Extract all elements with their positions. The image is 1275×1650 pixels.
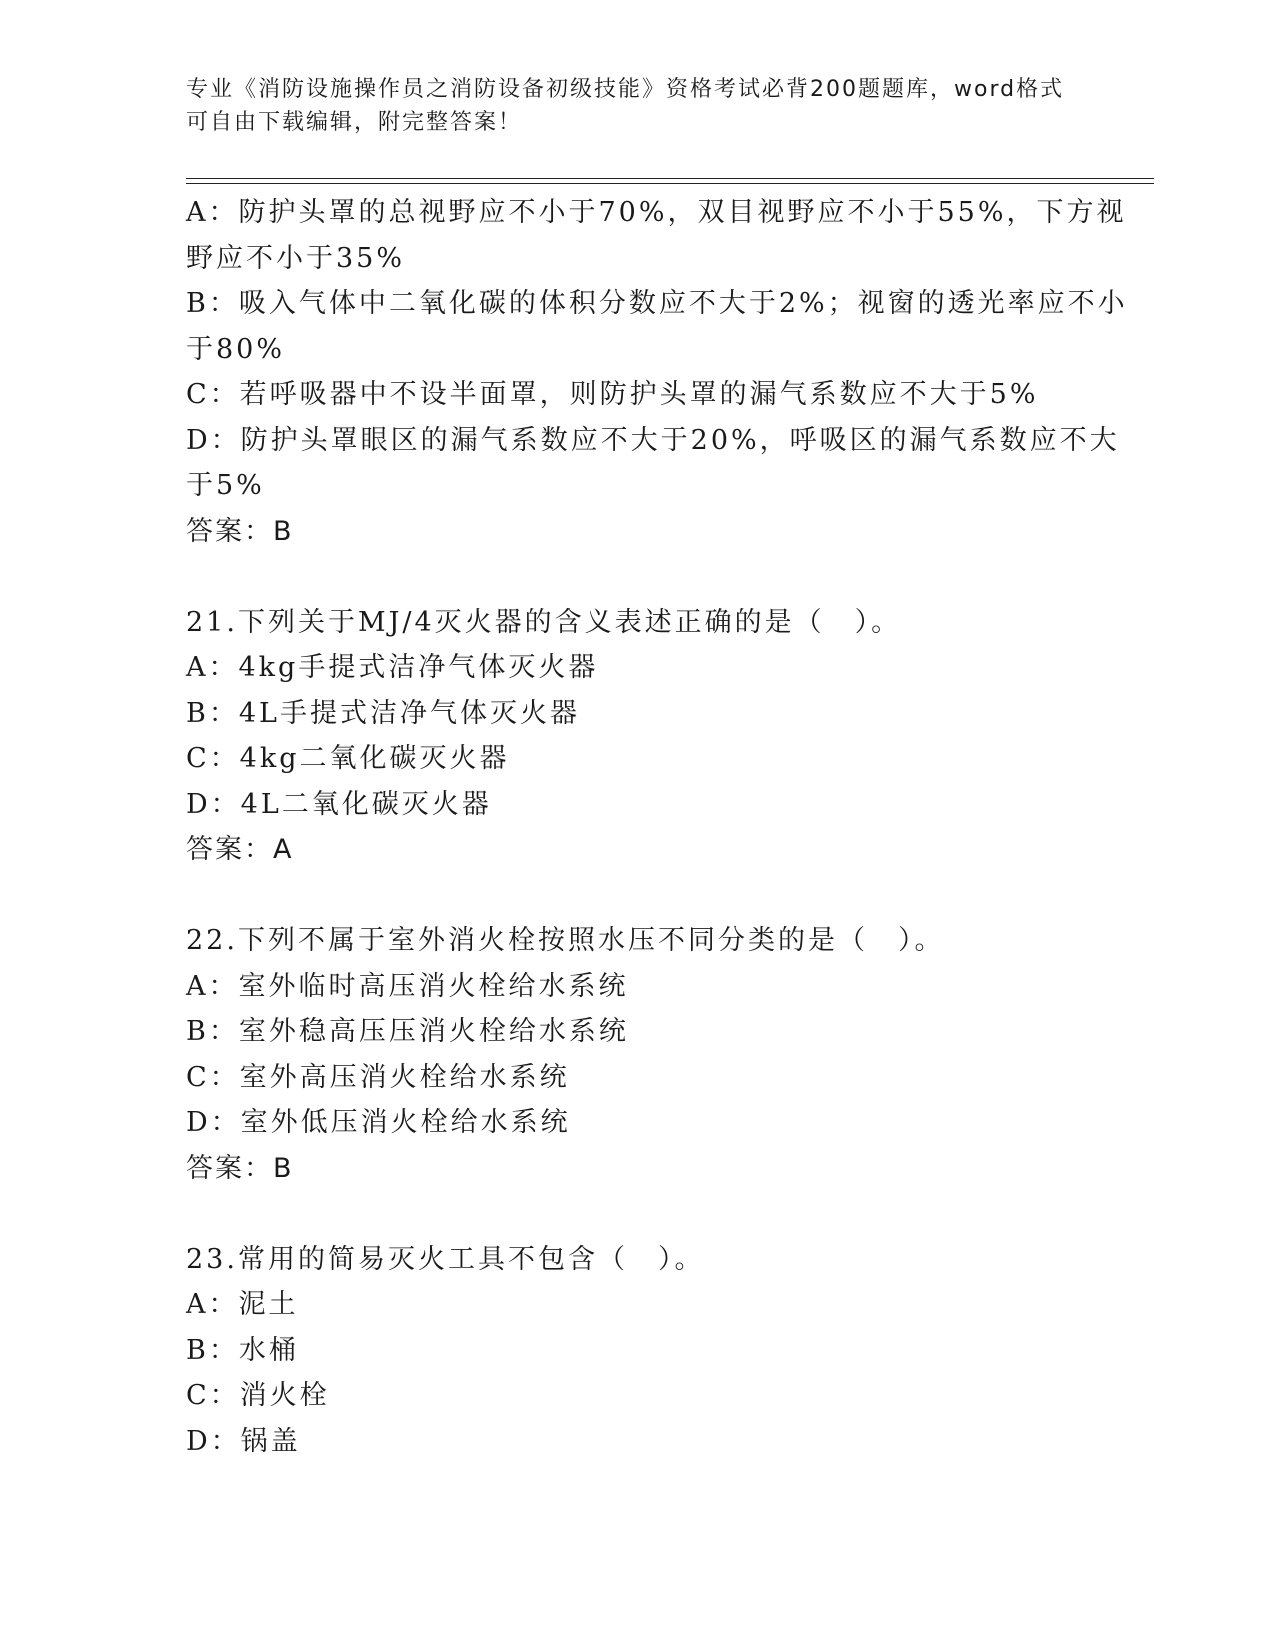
answer-label: 答案：A: [186, 834, 294, 865]
option-b-line-1: B：吸入气体中二氧化碳的体积分数应不大于2%；视窗的透光率应不小: [186, 288, 1128, 319]
question-text: 23.常用的简易灭火工具不包含（ ）。: [186, 1243, 705, 1275]
header-divider-top: [186, 178, 1154, 179]
option-c: C：消火栓: [186, 1380, 330, 1411]
header-divider-bottom: [186, 183, 1154, 184]
spacer: [186, 554, 1086, 600]
option-a-line-1: A：防护头罩的总视野应不小于70%，双目视野应不小于55%，下方视: [186, 197, 1127, 228]
option-d: D：锅盖: [186, 1425, 301, 1457]
question-21-block: [186, 600, 1086, 873]
option-a: A：泥土: [186, 1289, 299, 1320]
question-text: 22.下列不属于室外消火栓按照水压不同分类的是（ ）。: [186, 925, 945, 956]
question-list: [186, 190, 1128, 1464]
option-b: B：水桶: [186, 1334, 299, 1366]
option-a-line-2: 野应不小于35%: [186, 242, 406, 274]
question-text: 21.下列关于MJ/4灭火器的含义表述正确的是（ ）。: [186, 606, 902, 638]
option-d-line-2: 于5%: [186, 470, 265, 501]
answer-label: 答案：B: [186, 1152, 294, 1184]
answer-label: 答案：B: [186, 515, 294, 547]
option-c: C：若呼吸器中不设半面罩，则防护头罩的漏气系数应不大于5%: [186, 379, 1039, 410]
option-a: A：室外临时高压消火栓给水系统: [186, 970, 629, 1002]
question-23-block: [186, 1237, 1086, 1465]
header-intro-text: 专业《消防设施操作员之消防设备初级技能》资格考试必背200题题库，word格式可自由下载编辑，附完整答案！: [186, 77, 1065, 135]
question-20-block: [186, 190, 1128, 554]
option-d-line-1: D：防护头罩眼区的漏气系数应不大于20%，呼吸区的漏气系数应不大: [186, 424, 1120, 456]
spacer: [186, 873, 1086, 919]
option-b-line-2: 于80%: [186, 333, 286, 365]
option-d: D：4L二氧化碳灭火器: [186, 788, 492, 820]
option-a: A：4kg手提式洁净气体灭火器: [186, 652, 599, 683]
document-header: [186, 73, 1066, 139]
option-b: B：4L手提式洁净气体灭火器: [186, 697, 580, 729]
option-b: B：室外稳高压压消火栓给水系统: [186, 1016, 629, 1047]
spacer: [186, 1191, 1086, 1237]
question-22-block: [186, 918, 1086, 1191]
option-c: C：4kg二氧化碳灭火器: [186, 743, 510, 774]
option-d: D：室外低压消火栓给水系统: [186, 1107, 571, 1138]
option-c: C：室外高压消火栓给水系统: [186, 1061, 570, 1093]
